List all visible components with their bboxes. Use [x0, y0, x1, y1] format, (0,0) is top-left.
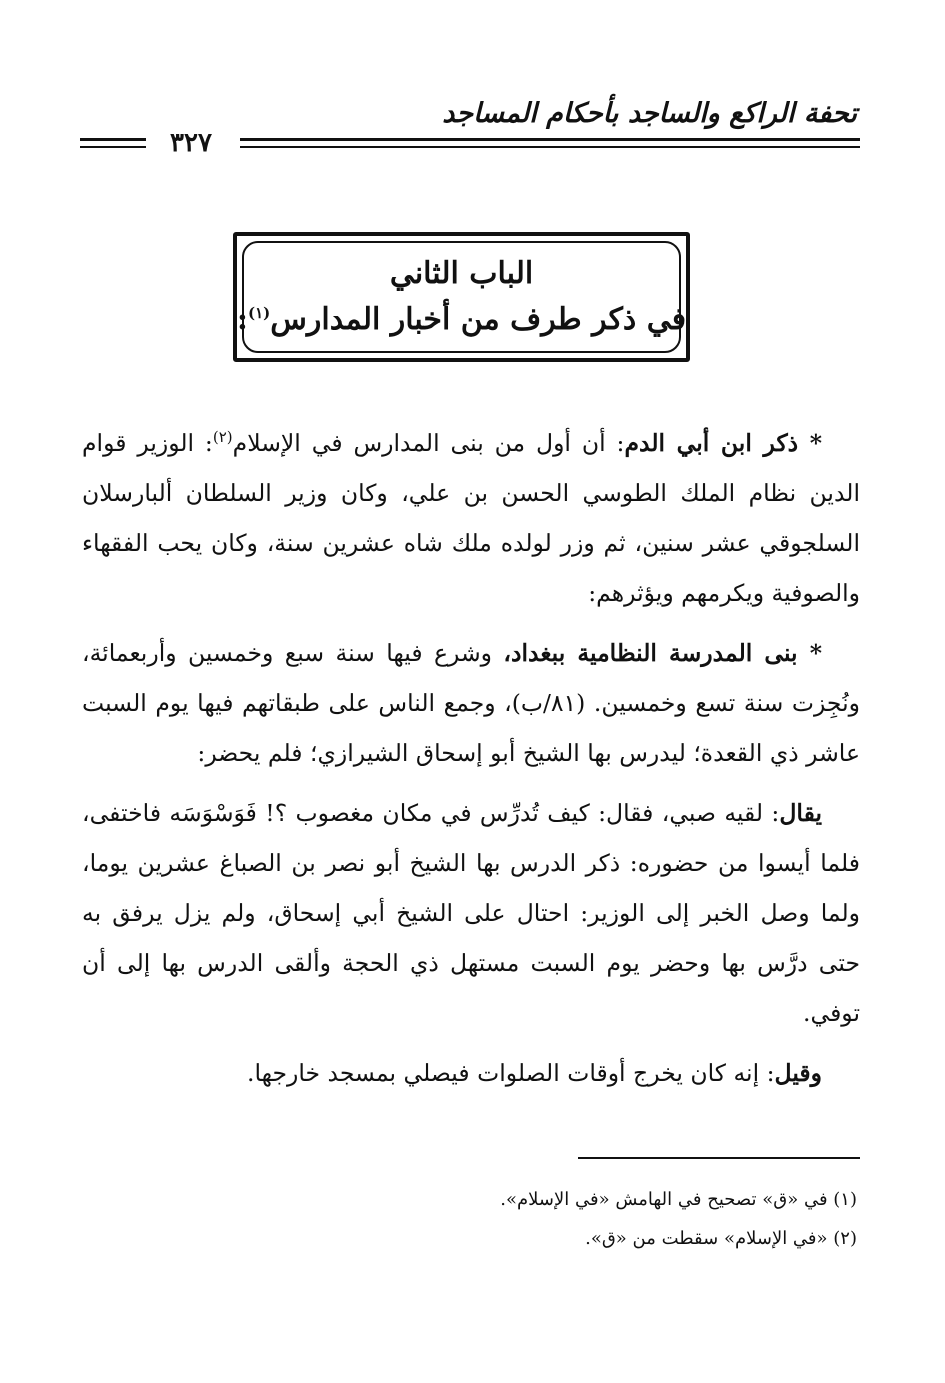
- footnote-separator: [578, 1157, 860, 1159]
- running-title: تحفة الراكع والساجد بأحكام المساجد: [442, 98, 857, 129]
- footnote-2: (٢) «في الإسلام» سقطت من «ق».: [585, 1228, 857, 1249]
- header-rule-short: [80, 138, 146, 148]
- footnote-1: (١) في «ق» تصحيح في الهامش «في الإسلام».: [500, 1189, 857, 1210]
- paragraph-4-text: : إنه كان يخرج أوقات الصلوات فيصلي بمسجد خارجها.: [246, 1059, 775, 1087]
- paragraph-4-lead: وقيل: [774, 1059, 822, 1087]
- paragraph-3-lead: يقال: [779, 799, 822, 827]
- paragraph-1-text-b: : الوزير قوام الدين نظام الملك الطوسي الحسن بن علي، وكان وزير السلطان ألبارسلان السلجوقي عشر سنين، ثم وزر لولده ملك شاه عشرين سنة، وكان يحب الفقهاء والصوفية ويكرمهم ويؤثرهم:: [82, 429, 860, 607]
- paragraph-1-lead: * ذكر ابن أبي الدم: [624, 429, 822, 457]
- paragraph-3: [82, 788, 860, 1038]
- paragraph-4: [82, 1048, 860, 1098]
- paragraph-3-text: : لقيه صبي، فقال: كيف تُدرِّس في مكان مغصوب ؟! فَوَسْوَسَه فاختفى، فلما أيسوا من حضوره: ذكر الدرس بها الشيخ أبو نصر بن الصباغ عشرين يوما، ولما وصل الخبر إلى الوزير: احتال على الشيخ أبي إسحاق، ولم يزل يرفق به حتى درَّس بها وحضر يوم السبت مستهل ذي الحجة وألقى الدرس بها إلى أن توفي.: [82, 799, 860, 1027]
- footnotes: [157, 1180, 857, 1258]
- paragraph-2-text: وشرع فيها سنة سبع وخمسين وأربعمائة، ونُجِزت سنة تسع وخمسين. (٨١/ب)، وجمع الناس على طبقاتهم فيها يوم السبت عاشر ذي القعدة؛ ليدرس بها الشيخ أبو إسحاق الشيرازي؛ فلم يحضر:: [82, 639, 860, 767]
- header-rule-long: [240, 138, 860, 148]
- chapter-subtitle: [237, 297, 686, 343]
- chapter-title: الباب الثاني: [389, 256, 534, 291]
- chapter-title-inner-frame: [236, 241, 687, 353]
- footnote-ref-2: (٢): [212, 428, 233, 447]
- chapter-subtitle-colon: :: [236, 302, 248, 337]
- chapter-title-box: [233, 232, 690, 362]
- chapter-subtitle-text: في ذكر طرف من أخبار المدارس: [270, 302, 687, 337]
- body-text: [82, 418, 860, 1108]
- paragraph-2-lead: * بنى المدرسة النظامية ببغداد،: [503, 639, 822, 667]
- paragraph-2: [82, 628, 860, 778]
- page-number: ٣٢٧: [170, 128, 212, 158]
- paragraph-1-text-a: : أن أول من بنى المدارس في الإسلام: [232, 429, 625, 457]
- footnote-ref-1: (١): [248, 304, 271, 322]
- paragraph-1: [82, 418, 860, 618]
